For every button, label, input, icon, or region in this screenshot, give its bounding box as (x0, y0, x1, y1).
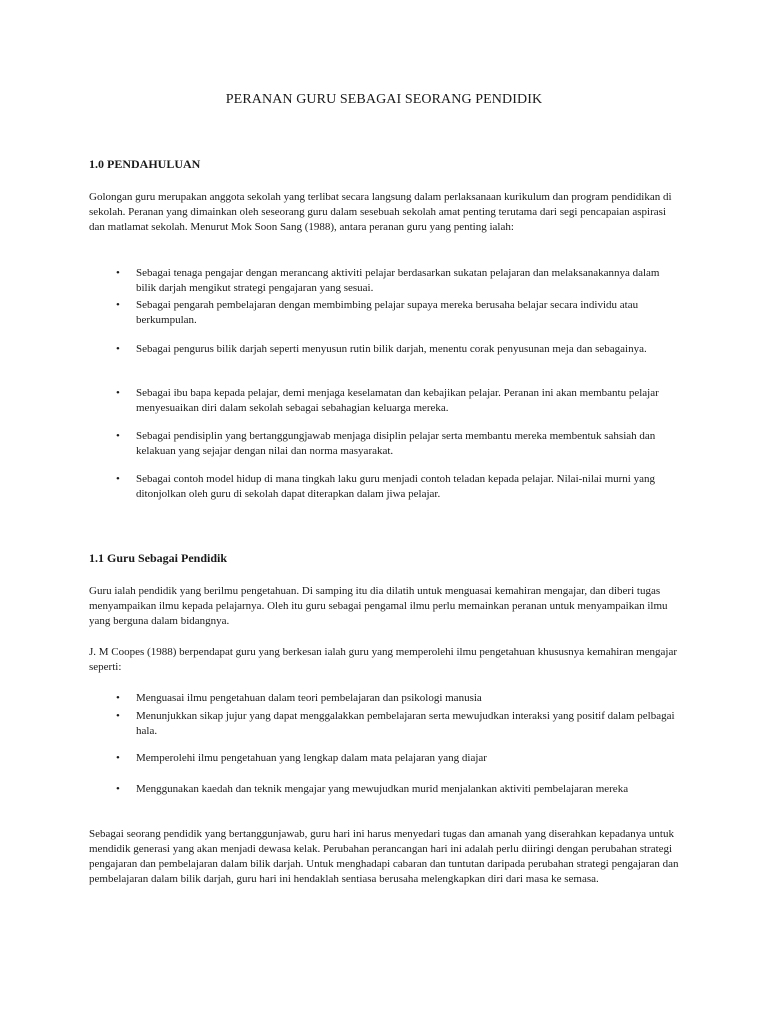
bullet-icon: • (116, 473, 120, 485)
list-item-text: Menggunakan kaedah dan teknik mengajar yang mewujudkan murid menjalankan aktiviti pembelajaran mereka (136, 783, 629, 795)
list-item-text: Sebagai pengurus bilik darjah seperti menyusun rutin bilik darjah, menentu corak penyusunan meja dan sebagainya. (136, 343, 647, 355)
list-item-text: Memperolehi ilmu pengetahuan yang lengkap dalam mata pelajaran yang diajar (136, 752, 487, 764)
paragraph-guru-berilmu: Guru ialah pendidik yang berilmu pengetahuan. Di samping itu dia dilatih untuk menguasai kemahiran mengajar, dan diberi tugas menyampaikan ilmu kepada pelajarnya. Oleh itu guru sebagai pengamal ilmu perlu memainkan peranan untuk menyampaikan ilmu yang berguna dalam bidangnya. (89, 585, 668, 627)
section-heading-guru-pendidik: 1.1 Guru Sebagai Pendidik (89, 551, 228, 565)
bullet-icon: • (116, 343, 120, 355)
document-title: PERANAN GURU SEBAGAI SEORANG PENDIDIK (225, 92, 543, 107)
paragraph-pendidik-bertanggungjawab: Sebagai seorang pendidik yang bertanggunjawab, guru hari ini harus menyedari tugas dan amanah yang diserahkan kepadanya untuk mendidik generasi yang akan menjadi dewasa kelak. Perubahan perancangan hari ini adalah perlu diiringi dengan perubahan strategi pengajaran dan pembelajaran dalam bilik darjah. Untuk menghadapi cabaran dan tuntutan daripada perubahan strategi pengajaran dan pembelajaran dalam bilik darjah, guru hari ini hendaklah sentiasa berusaha melengkapkan diri dari masa ke semasa. (89, 828, 679, 885)
list-item-text: Sebagai pendisiplin yang bertanggungjawab menjaga disiplin pelajar serta membantu mereka membentuk sahsiah dan kelakuan yang sejajar dengan nilai dan norma masyarakat. (136, 430, 656, 457)
bullet-icon: • (116, 299, 120, 311)
bullet-icon: • (116, 710, 120, 722)
bullet-icon: • (116, 692, 120, 704)
bullet-icon: • (116, 783, 120, 795)
list-item-text: Menguasai ilmu pengetahuan dalam teori pembelajaran dan psikologi manusia (136, 692, 482, 704)
list-item-text: Sebagai tenaga pengajar dengan merancang aktiviti pelajar berdasarkan sukatan pelajaran dan melaksanakannya dalam bilik darjah mengikut strategi pengajaran yang sesuai. (136, 267, 660, 294)
list-item-text: Sebagai ibu bapa kepada pelajar, demi menjaga keselamatan dan kebajikan pelajar. Peranan ini akan membantu pelajar menyesuaikan diri dalam sekolah sebagai sebahagian keluarga mereka. (136, 387, 659, 414)
bullet-icon: • (116, 267, 120, 279)
list-item-text: Menunjukkan sikap jujur yang dapat menggalakkan pembelajaran serta mewujudkan interaksi yang positif dalam pelbagai hala. (136, 710, 675, 737)
intro-paragraph: Golongan guru merupakan anggota sekolah yang terlibat secara langsung dalam perlaksanaan kurikulum dan program pendidikan di sekolah. Peranan yang dimainkan oleh seseorang guru dalam sesebuah sekolah amat penting terutama dari segi pencapaian aspirasi dan matlamat sekolah. Menurut Mok Soon Sang (1988), antara peranan guru yang penting ialah: (89, 191, 672, 233)
bullet-icon: • (116, 387, 120, 399)
section-heading-pendahuluan: 1.0 PENDAHULUAN (89, 157, 201, 171)
paragraph-coopes: J. M Coopes (1988) berpendapat guru yang berkesan ialah guru yang memperolehi ilmu pengetahuan khususnya kemahiran mengajar seperti: (89, 646, 678, 673)
list-item-text: Sebagai pengarah pembelajaran dengan membimbing pelajar supaya mereka berusaha belajar secara individu atau berkumpulan. (136, 299, 639, 326)
bullet-icon: • (116, 430, 120, 442)
bullet-icon: • (116, 752, 120, 764)
list-item-text: Sebagai contoh model hidup di mana tingkah laku guru menjadi contoh teladan kepada pelajar. Nilai-nilai murni yang ditonjolkan oleh guru di sekolah dapat diterapkan dalam jiwa pelajar. (136, 473, 655, 500)
